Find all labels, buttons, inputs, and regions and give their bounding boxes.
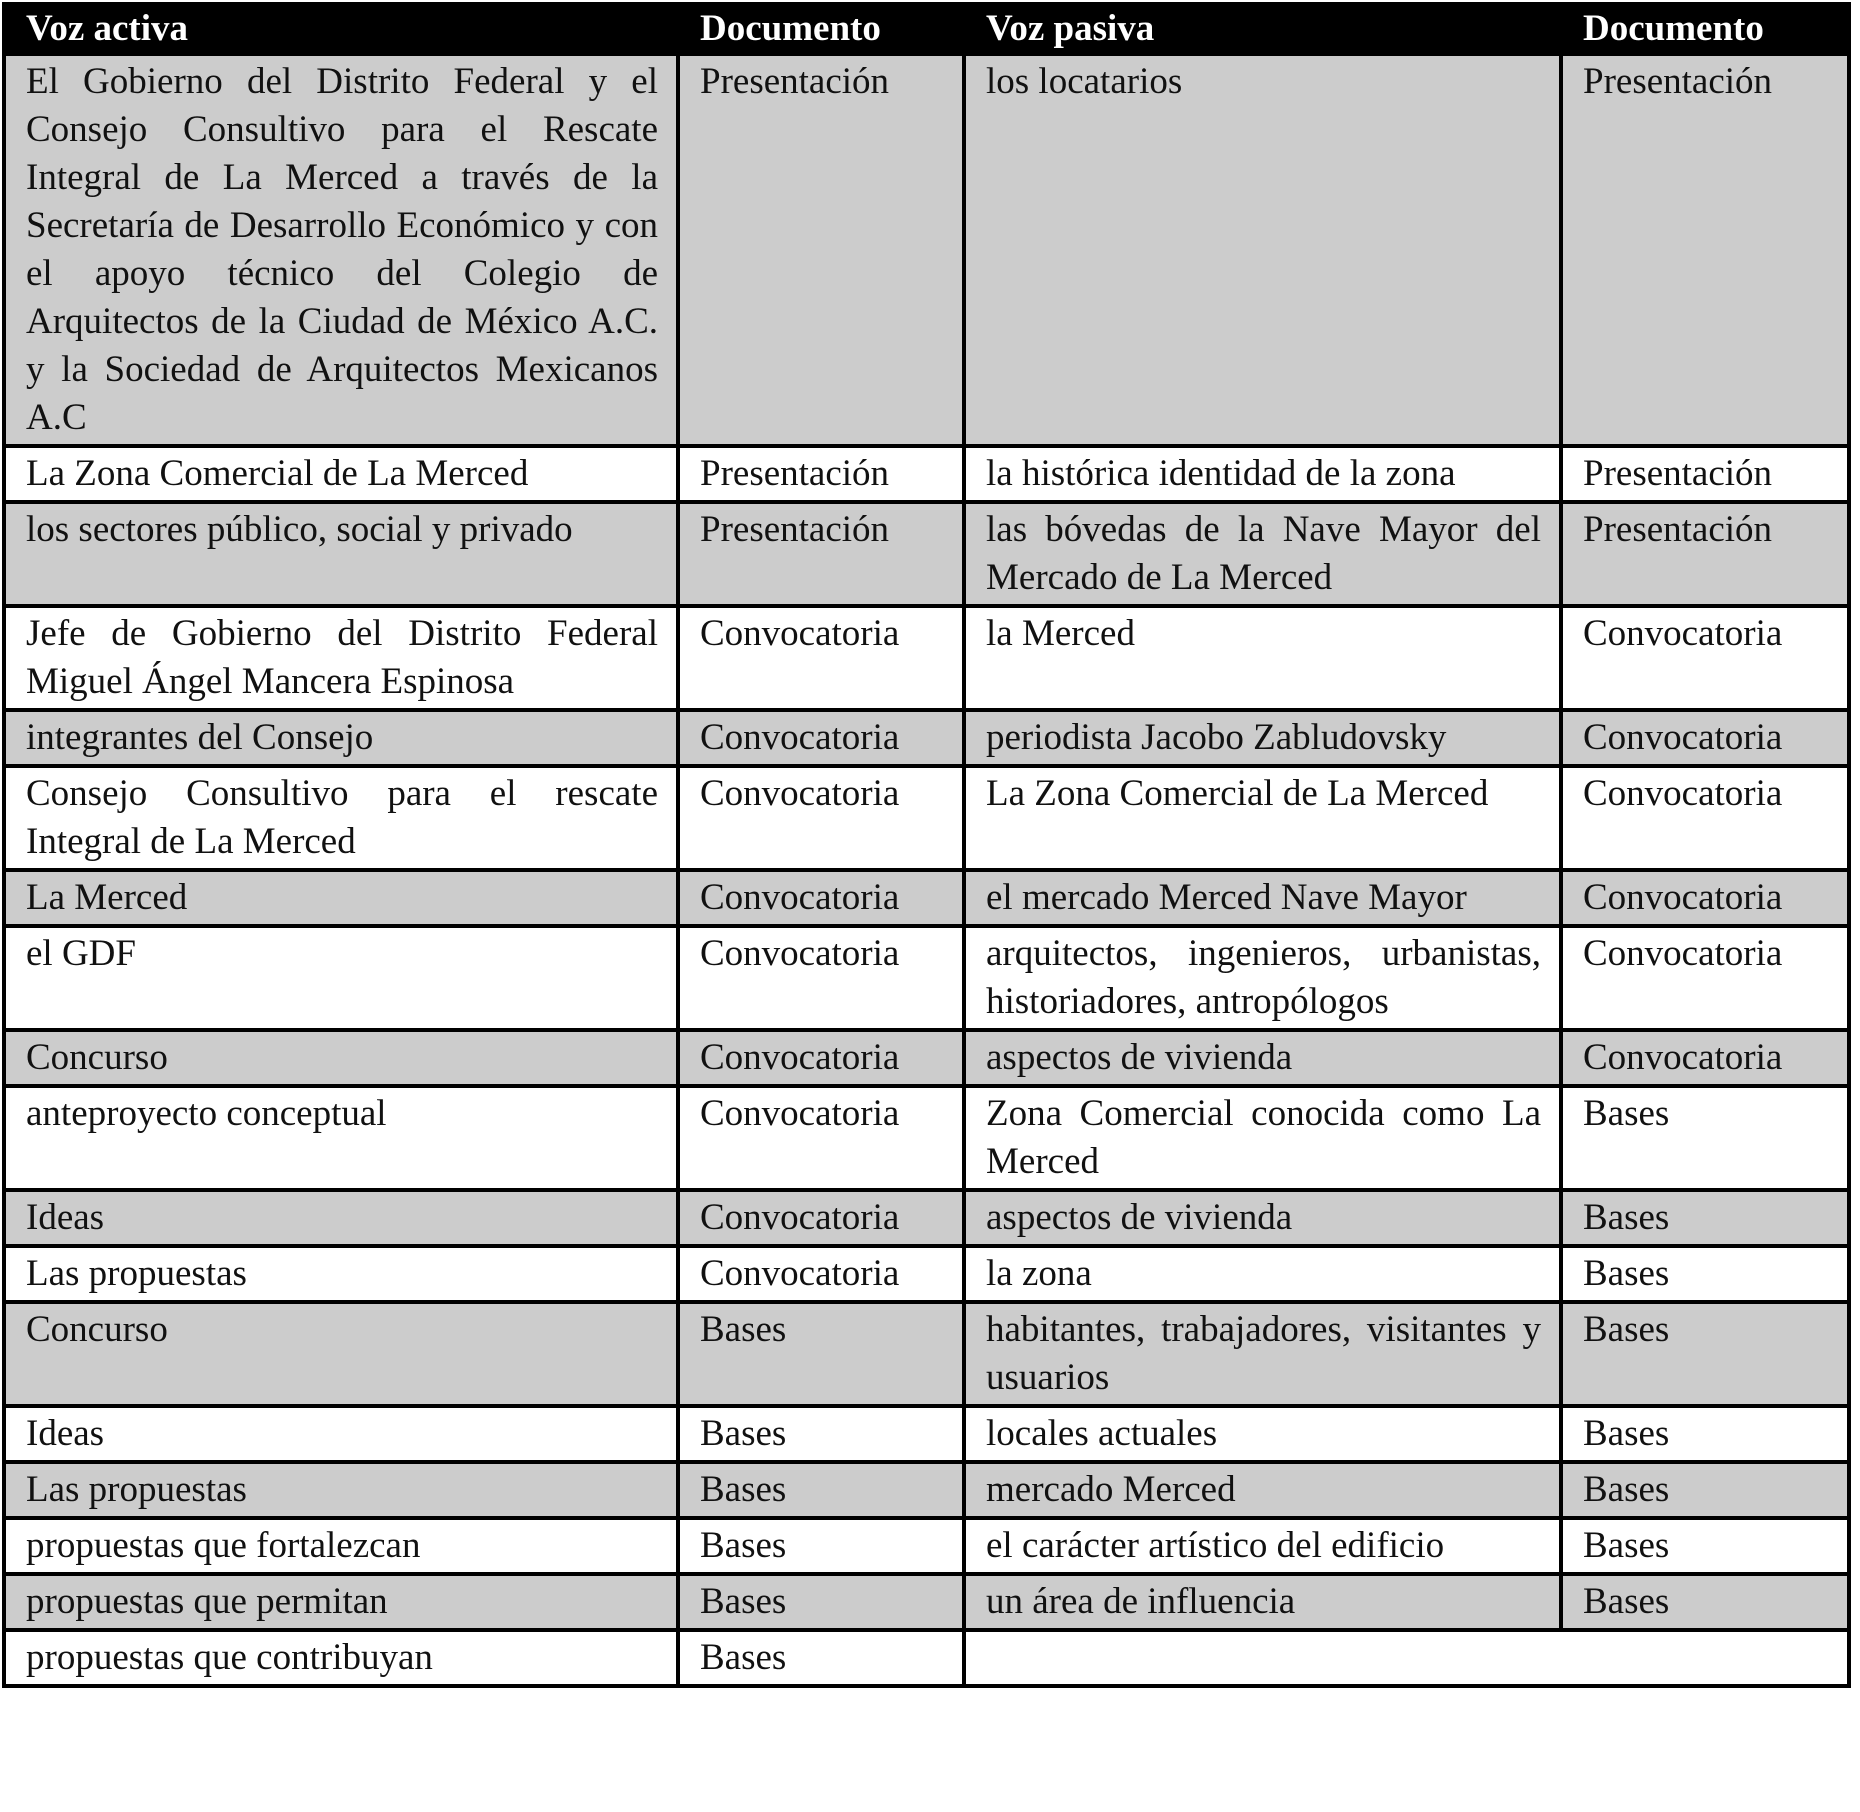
voice-table: [2, 2, 1851, 1688]
voz-pasiva-cell: Zona Comercial conocida como La Merced: [964, 1086, 1561, 1190]
documento-pasiva-cell: Convocatoria: [1561, 926, 1849, 1030]
table-row: [4, 1190, 1849, 1246]
documento-activa-cell: Presentación: [678, 502, 964, 606]
table-row: [4, 1086, 1849, 1190]
table-row: [4, 54, 1849, 446]
table-row: [4, 502, 1849, 606]
voz-pasiva-cell: periodista Jacobo Zabludovsky: [964, 710, 1561, 766]
voz-pasiva-cell: la histórica identidad de la zona: [964, 446, 1561, 502]
documento-activa-cell: Bases: [678, 1302, 964, 1406]
header-voz-activa: Voz activa: [4, 4, 678, 54]
header-voz-pasiva: Voz pasiva: [964, 4, 1561, 54]
documento-pasiva-cell: Bases: [1561, 1462, 1849, 1518]
table-row: [4, 1030, 1849, 1086]
header-row: [4, 4, 1849, 54]
voz-activa-cell: los sectores público, social y privado: [4, 502, 678, 606]
voz-activa-cell: propuestas que contribuyan: [4, 1630, 678, 1686]
documento-activa-cell: Convocatoria: [678, 1246, 964, 1302]
documento-activa-cell: Bases: [678, 1630, 964, 1686]
documento-activa-cell: Convocatoria: [678, 710, 964, 766]
table-row: [4, 1574, 1849, 1630]
voz-pasiva-cell: aspectos de vivienda: [964, 1030, 1561, 1086]
documento-activa-cell: Convocatoria: [678, 1086, 964, 1190]
voz-activa-cell: La Zona Comercial de La Merced: [4, 446, 678, 502]
table-body: [4, 54, 1849, 1686]
documento-pasiva-cell: Presentación: [1561, 502, 1849, 606]
documento-pasiva-cell: Bases: [1561, 1406, 1849, 1462]
documento-pasiva-cell: Bases: [1561, 1086, 1849, 1190]
voz-activa-cell: el GDF: [4, 926, 678, 1030]
documento-pasiva-cell: Bases: [1561, 1302, 1849, 1406]
table-row: [4, 1302, 1849, 1406]
documento-pasiva-cell: Convocatoria: [1561, 606, 1849, 710]
voz-activa-cell: propuestas que permitan: [4, 1574, 678, 1630]
voz-pasiva-cell: locales actuales: [964, 1406, 1561, 1462]
voz-pasiva-cell: mercado Merced: [964, 1462, 1561, 1518]
voz-activa-cell: Ideas: [4, 1190, 678, 1246]
voz-activa-cell: propuestas que fortalezcan: [4, 1518, 678, 1574]
voz-pasiva-cell: un área de influencia: [964, 1574, 1561, 1630]
table-row: [4, 1462, 1849, 1518]
voz-activa-cell: anteproyecto conceptual: [4, 1086, 678, 1190]
documento-activa-cell: Convocatoria: [678, 926, 964, 1030]
documento-activa-cell: Bases: [678, 1406, 964, 1462]
table-row: [4, 1246, 1849, 1302]
voz-activa-cell: La Merced: [4, 870, 678, 926]
voz-activa-cell: integrantes del Consejo: [4, 710, 678, 766]
table-row: [4, 1630, 1849, 1686]
voz-activa-cell: El Gobierno del Distrito Federal y el Consejo Consultivo para el Rescate Integral de La Merced a través de la Secretaría de Desarrollo Económico y con el apoyo técnico del Colegio de Arquitectos de la Ciudad de México A.C. y la Sociedad de Arquitectos Mexicanos A.C: [4, 54, 678, 446]
documento-activa-cell: Convocatoria: [678, 870, 964, 926]
documento-activa-cell: Presentación: [678, 54, 964, 446]
voz-pasiva-cell: la zona: [964, 1246, 1561, 1302]
table-row: [4, 1518, 1849, 1574]
table-row: [4, 606, 1849, 710]
table-row: [4, 766, 1849, 870]
documento-activa-cell: Convocatoria: [678, 766, 964, 870]
documento-activa-cell: Convocatoria: [678, 606, 964, 710]
voz-activa-cell: Concurso: [4, 1302, 678, 1406]
voz-pasiva-cell: arquitectos, ingenieros, urbanistas, historiadores, antropólogos: [964, 926, 1561, 1030]
documento-pasiva-cell: Presentación: [1561, 54, 1849, 446]
table-row: [4, 926, 1849, 1030]
voz-pasiva-cell: habitantes, trabajadores, visitantes y usuarios: [964, 1302, 1561, 1406]
voz-activa-cell: Jefe de Gobierno del Distrito Federal Miguel Ángel Mancera Espinosa: [4, 606, 678, 710]
documento-activa-cell: Bases: [678, 1518, 964, 1574]
table-row: [4, 870, 1849, 926]
voz-pasiva-cell: el carácter artístico del edificio: [964, 1518, 1561, 1574]
voz-pasiva-cell: las bóvedas de la Nave Mayor del Mercado de La Merced: [964, 502, 1561, 606]
documento-activa-cell: Convocatoria: [678, 1030, 964, 1086]
documento-pasiva-cell: Convocatoria: [1561, 710, 1849, 766]
voz-activa-cell: Concurso: [4, 1030, 678, 1086]
header-documento-activa: Documento: [678, 4, 964, 54]
voz-pasiva-cell: aspectos de vivienda: [964, 1190, 1561, 1246]
voz-pasiva-cell: los locatarios: [964, 54, 1561, 446]
documento-activa-cell: Presentación: [678, 446, 964, 502]
voz-pasiva-cell: La Zona Comercial de La Merced: [964, 766, 1561, 870]
documento-activa-cell: Bases: [678, 1462, 964, 1518]
voz-pasiva-cell: el mercado Merced Nave Mayor: [964, 870, 1561, 926]
documento-pasiva-cell: Bases: [1561, 1518, 1849, 1574]
empty-merged-cell: [964, 1630, 1849, 1686]
voz-pasiva-cell: la Merced: [964, 606, 1561, 710]
header-documento-pasiva: Documento: [1561, 4, 1849, 54]
voz-activa-cell: Consejo Consultivo para el rescate Integral de La Merced: [4, 766, 678, 870]
documento-activa-cell: Bases: [678, 1574, 964, 1630]
table-row: [4, 446, 1849, 502]
documento-pasiva-cell: Convocatoria: [1561, 1030, 1849, 1086]
table-row: [4, 710, 1849, 766]
documento-pasiva-cell: Presentación: [1561, 446, 1849, 502]
documento-pasiva-cell: Bases: [1561, 1190, 1849, 1246]
documento-pasiva-cell: Convocatoria: [1561, 870, 1849, 926]
voz-activa-cell: Las propuestas: [4, 1462, 678, 1518]
voz-activa-cell: Ideas: [4, 1406, 678, 1462]
documento-pasiva-cell: Convocatoria: [1561, 766, 1849, 870]
table-row: [4, 1406, 1849, 1462]
documento-pasiva-cell: Bases: [1561, 1574, 1849, 1630]
documento-pasiva-cell: Bases: [1561, 1246, 1849, 1302]
documento-activa-cell: Convocatoria: [678, 1190, 964, 1246]
voz-activa-cell: Las propuestas: [4, 1246, 678, 1302]
